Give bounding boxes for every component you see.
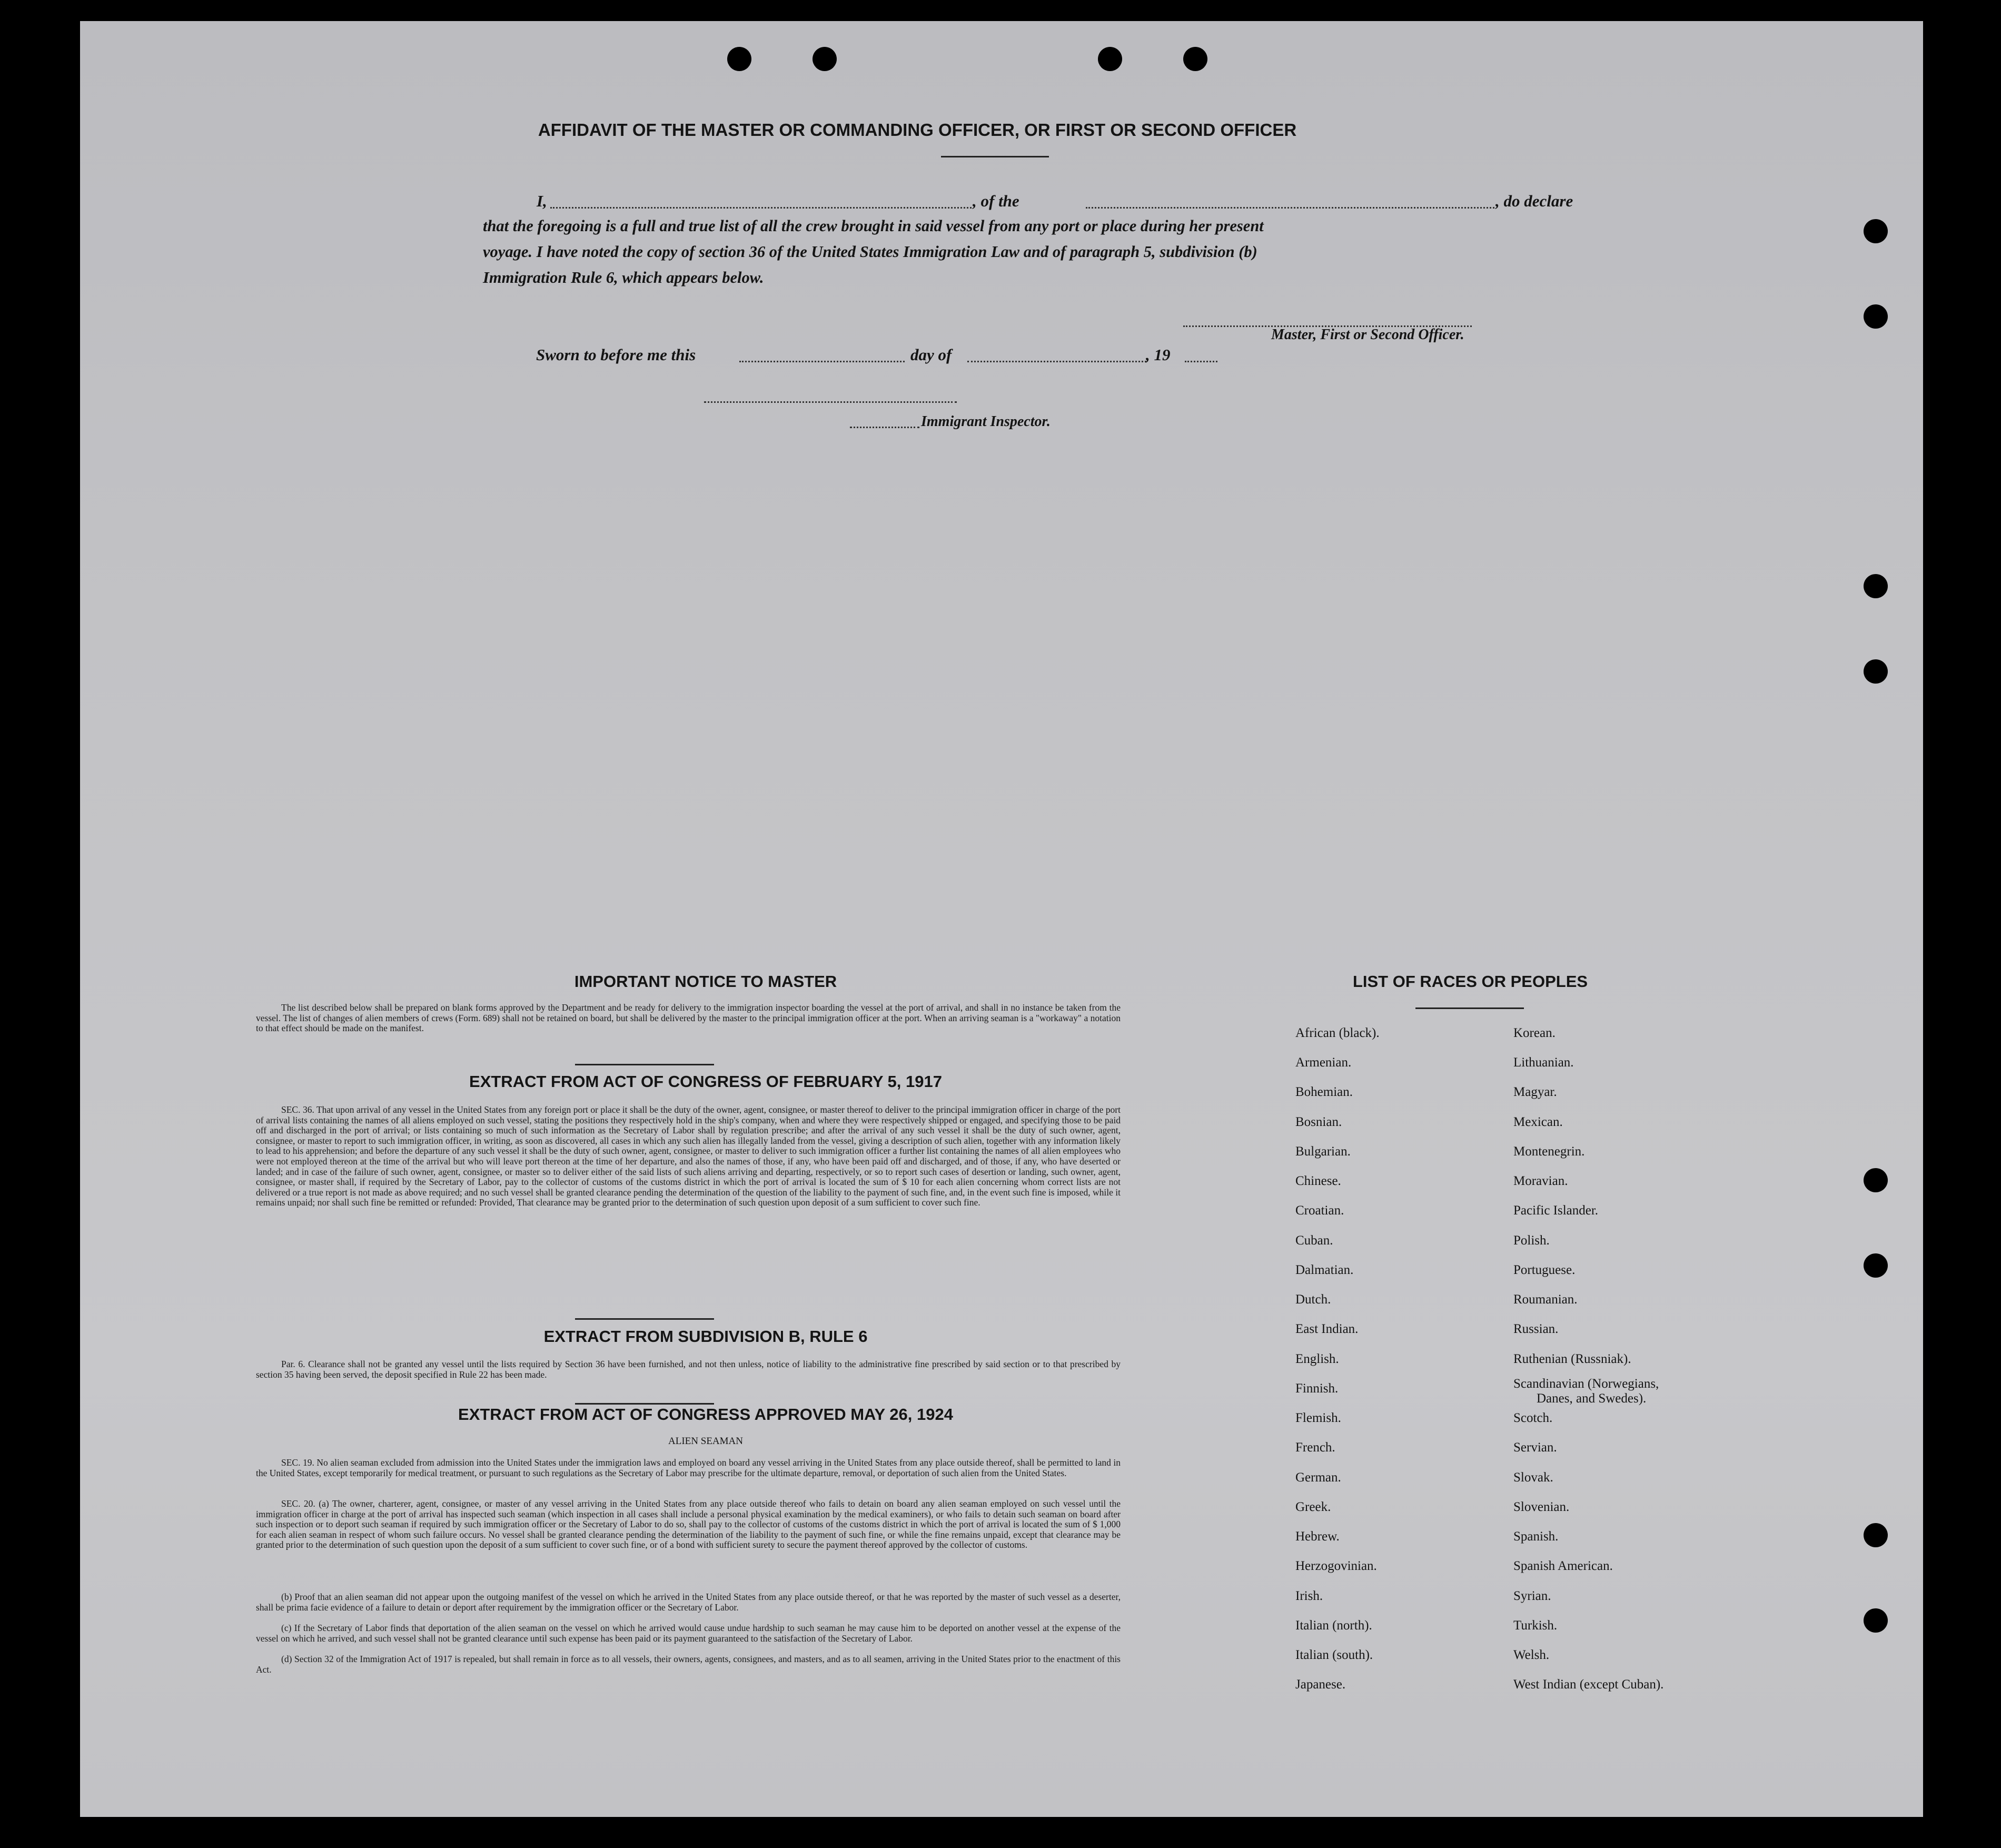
extract-1917-text: SEC. 36. That upon arrival of any vessel in the United States from any foreign port or place it shall be the duty of the owner, agent, consignee, or master thereof to deliver to the principal immigration officer in charge of the port of arrival lists containing the names of all aliens employed on such vessel, stating the positions they respectively hold in the ship's company, when and where they were respectively shipped or engaged, and specifying those to be paid off and discharged in the port of arrival; or lists containing so much of such information as the Secretary of Labor shall by regulation prescribe; and after the arrival of any such vessel it shall be the duty of such owner, agent, consignee, or master to report to such immigration officer, in writing, as soon as discovered, all cases in which any such alien has illegally landed from the vessel, giving a description of such alien, together with any information likely to lead to his apprehension; and before the departure of any such vessel it shall be the duty of such owner, agent, consignee, or master to deliver to such immigration officer a further list containing the names of all alien employees who were not employed thereon at the time of the arrival but who will leave port thereon at the time of her departure, and also the names of those, if any, who have been paid off and discharged, and of those, if any, who have deserted or landed; and in case of the failure of such owner, agent, consignee, or master so to deliver either of the said lists of such aliens arriving and departing, respectively, or so to report such cases of desertion or landing, such owner, agent, consignee, or master shall, if required by the Secretary of Labor, pay to the collector of customs of the customs district in which the port of arrival is located the sum of $ 10 for each alien concerning whom correct lists are not delivered or a true report is not made as above required; and no such vessel shall be granted clearance pending the determination of the question of the liability to the payment of such fine, and, in the event such fine is imposed, while it remains unpaid; nor shall such fine be remitted or refunded: Provided, That clearance may be granted prior to the determination of such question upon deposit of a sum sufficient to cover such fine. (256, 1104, 1121, 1208)
race-item: Magyar. (1513, 1085, 1557, 1099)
race-item: Flemish. (1295, 1411, 1341, 1425)
sworn-text-2: day of (910, 345, 952, 364)
race-item: Portuguese. (1513, 1263, 1576, 1277)
vessel-field[interactable] (1086, 207, 1494, 209)
extract-rule6-text: Par. 6. Clearance shall not be granted any vessel until the lists required by Section 36 have been furnished, and not then unless, notice of liability to the administrative fine prescribed by said section or to that prescribed by section 35 having been served, the deposit specified in Rule 22 has been made. (256, 1359, 1121, 1380)
notice-title: IMPORTANT NOTICE TO MASTER (574, 972, 837, 991)
punch-hole (1864, 1253, 1888, 1278)
race-item: Dalmatian. (1295, 1263, 1354, 1277)
sworn-day-field[interactable] (739, 361, 905, 362)
extract-1924-sec20c: (c) If the Secretary of Labor finds that deportation of the alien seaman on the vessel on which he arrived would cause undue hardship to such seaman he may cause him to be deported on another vessel at the expense of the vessel on which he arrived, and such vessel shall not be granted clearance until such expense has been paid or its payment guaranteed to the satisfaction of the Secretary of Labor. (256, 1623, 1121, 1644)
race-item: Servian. (1513, 1440, 1557, 1455)
race-item: African (black). (1295, 1026, 1380, 1040)
race-item: Scandinavian (Norwegians, (1513, 1377, 1659, 1391)
race-item: Italian (north). (1295, 1618, 1372, 1633)
extract-1924-sec20a: SEC. 20. (a) The owner, charterer, agent, consignee, or master of any vessel arriving in the United States from any place outside thereof who fails to detain on board any alien seaman employed on such vessel until the immigration officer in charge at the port of arrival has inspected such seaman (which inspection in all cases shall include a personal physical examination by the medical examiners), or who fails to detain such seaman on board after such inspection or to deport such seaman if required by such immigration officer or the Secretary of Labor to do so, shall pay to the collector of customs of the customs district in which the port of arrival is located the sum of $ 1,000 for each alien seaman in respect of whom such failure occurs. No vessel shall be granted clearance pending the determination of the liability to the payment of such fine, or while the fine remains unpaid, except that clearance may be granted prior to the determination of such question upon the deposit of a sum sufficient to cover such fine, or of a bond with sufficient surety to secure the payment thereof approved by the collector of customs. (256, 1498, 1121, 1550)
inspector-signature-line-2[interactable] (850, 427, 919, 428)
race-item: Cuban. (1295, 1233, 1333, 1248)
punch-hole (1098, 47, 1122, 71)
race-item: Dutch. (1295, 1292, 1331, 1307)
extract-1924-sec19: SEC. 19. No alien seaman excluded from admission into the United States under the immigration laws and employed on board any vessel arriving in the United States from any place outside thereof, shall be permitted to land in the United States, except temporarily for medical treatment, or pursuant to such regulations as the Secretary of Labor may prescribe for the ultimate departure, removal, or deportation of such alien from the United States. (256, 1457, 1121, 1478)
divider (575, 1318, 714, 1320)
affidavit-line1-start: I, (537, 192, 547, 210)
race-item: Japanese. (1295, 1677, 1346, 1692)
extract-1924-subtitle: ALIEN SEAMAN (668, 1436, 743, 1447)
punch-hole (1864, 1523, 1888, 1547)
race-item: Spanish American. (1513, 1559, 1613, 1573)
punch-hole (1864, 574, 1888, 598)
affidavit-title: AFFIDAVIT OF THE MASTER OR COMMANDING OFFICER, OR FIRST OR SECOND OFFICER (538, 120, 1297, 140)
affidavit-line2: that the foregoing is a full and true list of all the crew brought in said vessel from any port or place during her present (483, 217, 1264, 235)
extract-1924-sec20d: (d) Section 32 of the Immigration Act of 1917 is repealed, but shall remain in force as to all vessels, their owners, agents, consignees, and masters, and as to all seamen, arriving in the United States prior to the enactment of this Act. (256, 1654, 1121, 1675)
extract-1924-sec20b: (b) Proof that an alien seaman did not appear upon the outgoing manifest of the vessel on which he arrived in the United States from any place outside thereof, or that he was reported by the master of such vessel as a deserter, shall be prima facie evidence of a failure to detain or deport after requirement by the immigration officer or the Secretary of Labor. (256, 1592, 1121, 1613)
race-item: Russian. (1513, 1322, 1559, 1336)
race-item: Ruthenian (Russniak). (1513, 1352, 1631, 1366)
race-item: Pacific Islander. (1513, 1203, 1599, 1218)
race-item-continuation: Danes, and Swedes). (1537, 1391, 1647, 1406)
inspector-caption: Immigrant Inspector. (921, 413, 1051, 430)
master-signature-caption: Master, First or Second Officer. (1271, 327, 1464, 343)
race-item: Polish. (1513, 1233, 1550, 1248)
race-item: Turkish. (1513, 1618, 1558, 1633)
affidavit-line1-end: , do declare (1495, 192, 1573, 210)
sworn-text-1: Sworn to before me this (536, 345, 696, 364)
race-item: Greek. (1295, 1500, 1331, 1514)
race-item: Mexican. (1513, 1115, 1563, 1129)
affidavit-line1-mid: , of the (973, 192, 1019, 210)
race-item: Slovak. (1513, 1470, 1553, 1485)
race-item: Finnish. (1295, 1381, 1339, 1396)
race-item: Herzogovinian. (1295, 1559, 1377, 1573)
divider (1415, 1007, 1524, 1009)
race-item: English. (1295, 1352, 1339, 1366)
race-item: Bosnian. (1295, 1115, 1342, 1129)
name-field[interactable] (550, 207, 972, 209)
affidavit-line4: Immigration Rule 6, which appears below. (483, 269, 764, 286)
race-item: Roumanian. (1513, 1292, 1578, 1307)
race-item: Irish. (1295, 1589, 1323, 1603)
extract-1917-title: EXTRACT FROM ACT OF CONGRESS OF FEBRUARY 5, 1917 (469, 1072, 942, 1091)
punch-hole (1864, 1168, 1888, 1192)
race-item: Slovenian. (1513, 1500, 1570, 1514)
race-item: German. (1295, 1470, 1341, 1485)
race-item: Chinese. (1295, 1174, 1341, 1188)
race-item: West Indian (except Cuban). (1513, 1677, 1664, 1692)
race-item: Syrian. (1513, 1589, 1551, 1603)
race-item: Montenegrin. (1513, 1144, 1585, 1159)
sworn-text-3: , 19 (1146, 345, 1171, 364)
race-item: Italian (south). (1295, 1648, 1373, 1662)
race-item: Moravian. (1513, 1174, 1568, 1188)
race-item: Welsh. (1513, 1648, 1550, 1662)
races-title: LIST OF RACES OR PEOPLES (1352, 972, 1588, 991)
punch-hole (1864, 1608, 1888, 1633)
punch-hole (1183, 47, 1207, 71)
race-item: Spanish. (1513, 1529, 1559, 1544)
sworn-month-field[interactable] (967, 361, 1146, 362)
race-item: East Indian. (1295, 1322, 1359, 1336)
race-item: French. (1295, 1440, 1335, 1455)
punch-hole (727, 47, 751, 71)
punch-hole (1864, 304, 1888, 329)
race-item: Hebrew. (1295, 1529, 1340, 1544)
punch-hole (813, 47, 837, 71)
punch-hole (1864, 659, 1888, 684)
divider (941, 156, 1049, 157)
divider (575, 1064, 714, 1065)
punch-hole (1864, 219, 1888, 243)
extract-rule6-title: EXTRACT FROM SUBDIVISION B, RULE 6 (543, 1327, 868, 1346)
race-item: Korean. (1513, 1026, 1556, 1040)
race-item: Lithuanian. (1513, 1055, 1574, 1070)
race-item: Scotch. (1513, 1411, 1553, 1425)
divider (575, 1403, 714, 1405)
notice-text: The list described below shall be prepared on blank forms approved by the Department and be ready for delivery to the immigration inspector boarding the vessel at the port of arrival, and shall in no instance be taken from the vessel. The list of changes of alien members of crews (Form. 689) shall not be retained on board, but shall be delivered by the master to the principal immigration officer at the port. When an arriving seaman is a "workaway" a notation to that effect should be made on the manifest. (256, 1002, 1121, 1034)
inspector-signature-line[interactable] (704, 401, 957, 403)
document-page (80, 21, 1923, 1817)
affidavit-line3: voyage. I have noted the copy of section 36 of the United States Immigration Law and of paragraph 5, subdivision (b) (483, 243, 1257, 261)
race-item: Bohemian. (1295, 1085, 1353, 1099)
sworn-year-field[interactable] (1185, 361, 1217, 362)
extract-1924-title: EXTRACT FROM ACT OF CONGRESS APPROVED MAY 26, 1924 (458, 1405, 953, 1424)
race-item: Bulgarian. (1295, 1144, 1351, 1159)
race-item: Armenian. (1295, 1055, 1352, 1070)
race-item: Croatian. (1295, 1203, 1344, 1218)
